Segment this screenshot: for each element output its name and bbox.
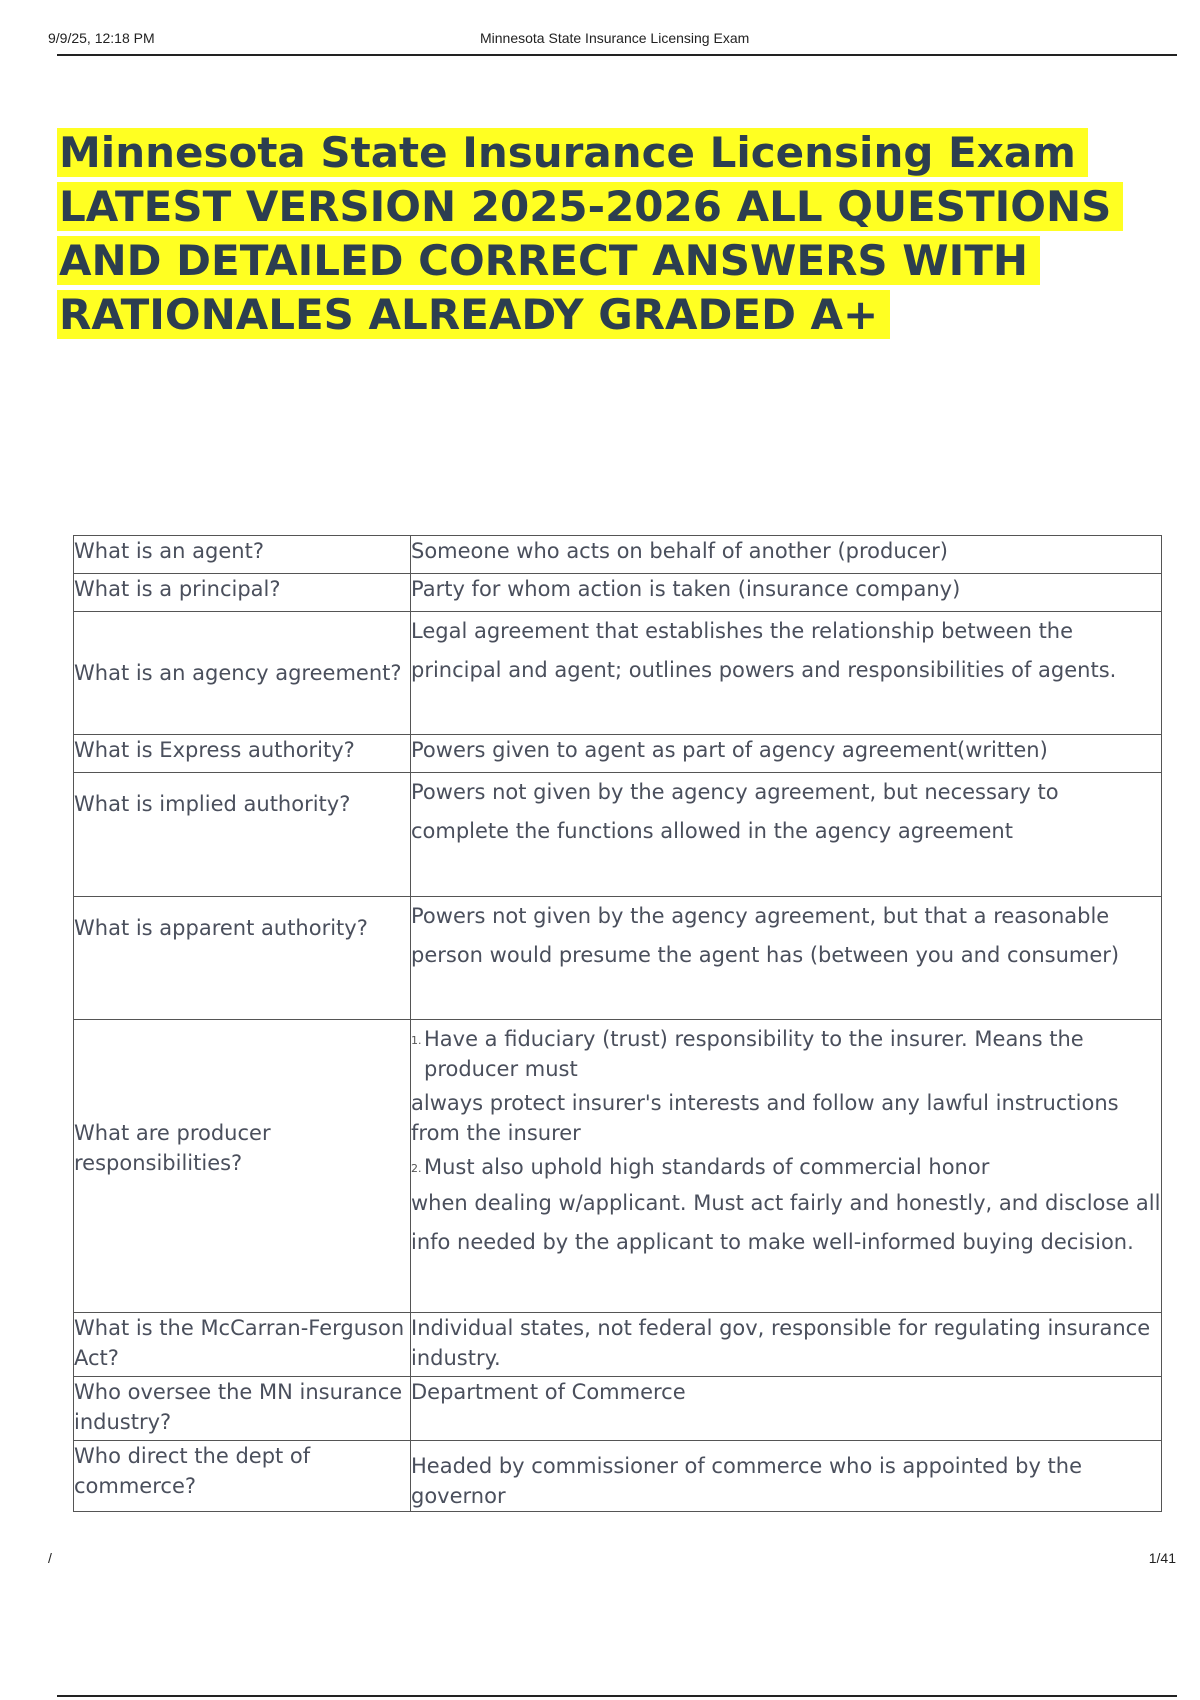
page-number: 1/41 — [1148, 1550, 1176, 1566]
list-item-text: Have a fiduciary (trust) responsibility to the insurer. Means the producer must — [424, 1027, 1084, 1081]
table-row — [74, 735, 1162, 773]
question-cell: What is implied authority? — [74, 773, 411, 897]
answer-continuation: when dealing w/applicant. Must act fairly and honestly, and disclose all info needed by the applicant to make well-informed buying decision. — [411, 1191, 1161, 1254]
table-row — [74, 574, 1162, 612]
question-cell: What is apparent authority? — [74, 897, 411, 1020]
table-row — [74, 612, 1162, 735]
print-footer — [48, 1550, 1176, 1574]
table-row — [74, 1313, 1162, 1377]
question-cell: What is an agency agreement? — [74, 612, 411, 735]
table-row — [74, 897, 1162, 1020]
question-cell: Who oversee the MN insurance industry? — [74, 1377, 411, 1441]
list-item-text: Must also uphold high standards of commercial honor — [424, 1155, 990, 1179]
question-cell: What is an agent? — [74, 536, 411, 574]
document-headline — [57, 126, 1137, 342]
question-cell: Who direct the dept of commerce? — [74, 1441, 411, 1512]
footer-mark: / — [48, 1550, 52, 1566]
question-cell: What is a principal? — [74, 574, 411, 612]
print-page-title: Minnesota State Insurance Licensing Exam — [480, 30, 750, 46]
answer-cell: Powers given to agent as part of agency agreement(written) — [411, 735, 1162, 773]
print-header — [48, 30, 1176, 54]
header-rule — [57, 54, 1177, 56]
table-row — [74, 1020, 1162, 1313]
question-cell: What is Express authority? — [74, 735, 411, 773]
question-cell: What is the McCarran-Ferguson Act? — [74, 1313, 411, 1377]
answer-cell: Individual states, not federal gov, responsible for regulating insurance industry. — [411, 1313, 1162, 1377]
answer-cell: Legal agreement that establishes the relationship between the principal and agent; outlines powers and responsibilities of agents. — [411, 612, 1162, 735]
headline-text: Minnesota State Insurance Licensing Exam LATEST VERSION 2025-2026 ALL QUESTIONS AND DETAILED CORRECT ANSWERS WITH RATIONALES ALREADY GRADED A+ — [57, 128, 1123, 339]
answer-cell: Department of Commerce — [411, 1377, 1162, 1441]
answer-cell — [411, 1020, 1162, 1313]
list-number: 1. — [411, 1034, 422, 1047]
table-row — [74, 773, 1162, 897]
table-row — [74, 1377, 1162, 1441]
answer-cell: Powers not given by the agency agreement, but that a reasonable person would presume the agent has (between you and consumer) — [411, 897, 1162, 1020]
answer-cell: Party for whom action is taken (insurance company) — [411, 574, 1162, 612]
list-item — [411, 1024, 1161, 1084]
footer-rule — [57, 1695, 1177, 1697]
qa-table — [73, 535, 1162, 1512]
question-cell: What are producer responsibilities? — [74, 1020, 411, 1313]
answer-cell: Headed by commissioner of commerce who is appointed by the governor — [411, 1441, 1162, 1512]
answer-cell: Someone who acts on behalf of another (producer) — [411, 536, 1162, 574]
list-item — [411, 1152, 1161, 1184]
answer-continuation: always protect insurer's interests and follow any lawful instructions from the insurer — [411, 1091, 1119, 1145]
list-number: 2. — [411, 1162, 422, 1175]
answer-cell: Powers not given by the agency agreement, but necessary to complete the functions allowed in the agency agreement — [411, 773, 1162, 897]
table-row — [74, 1441, 1162, 1512]
print-datetime: 9/9/25, 12:18 PM — [48, 30, 155, 46]
table-row — [74, 536, 1162, 574]
